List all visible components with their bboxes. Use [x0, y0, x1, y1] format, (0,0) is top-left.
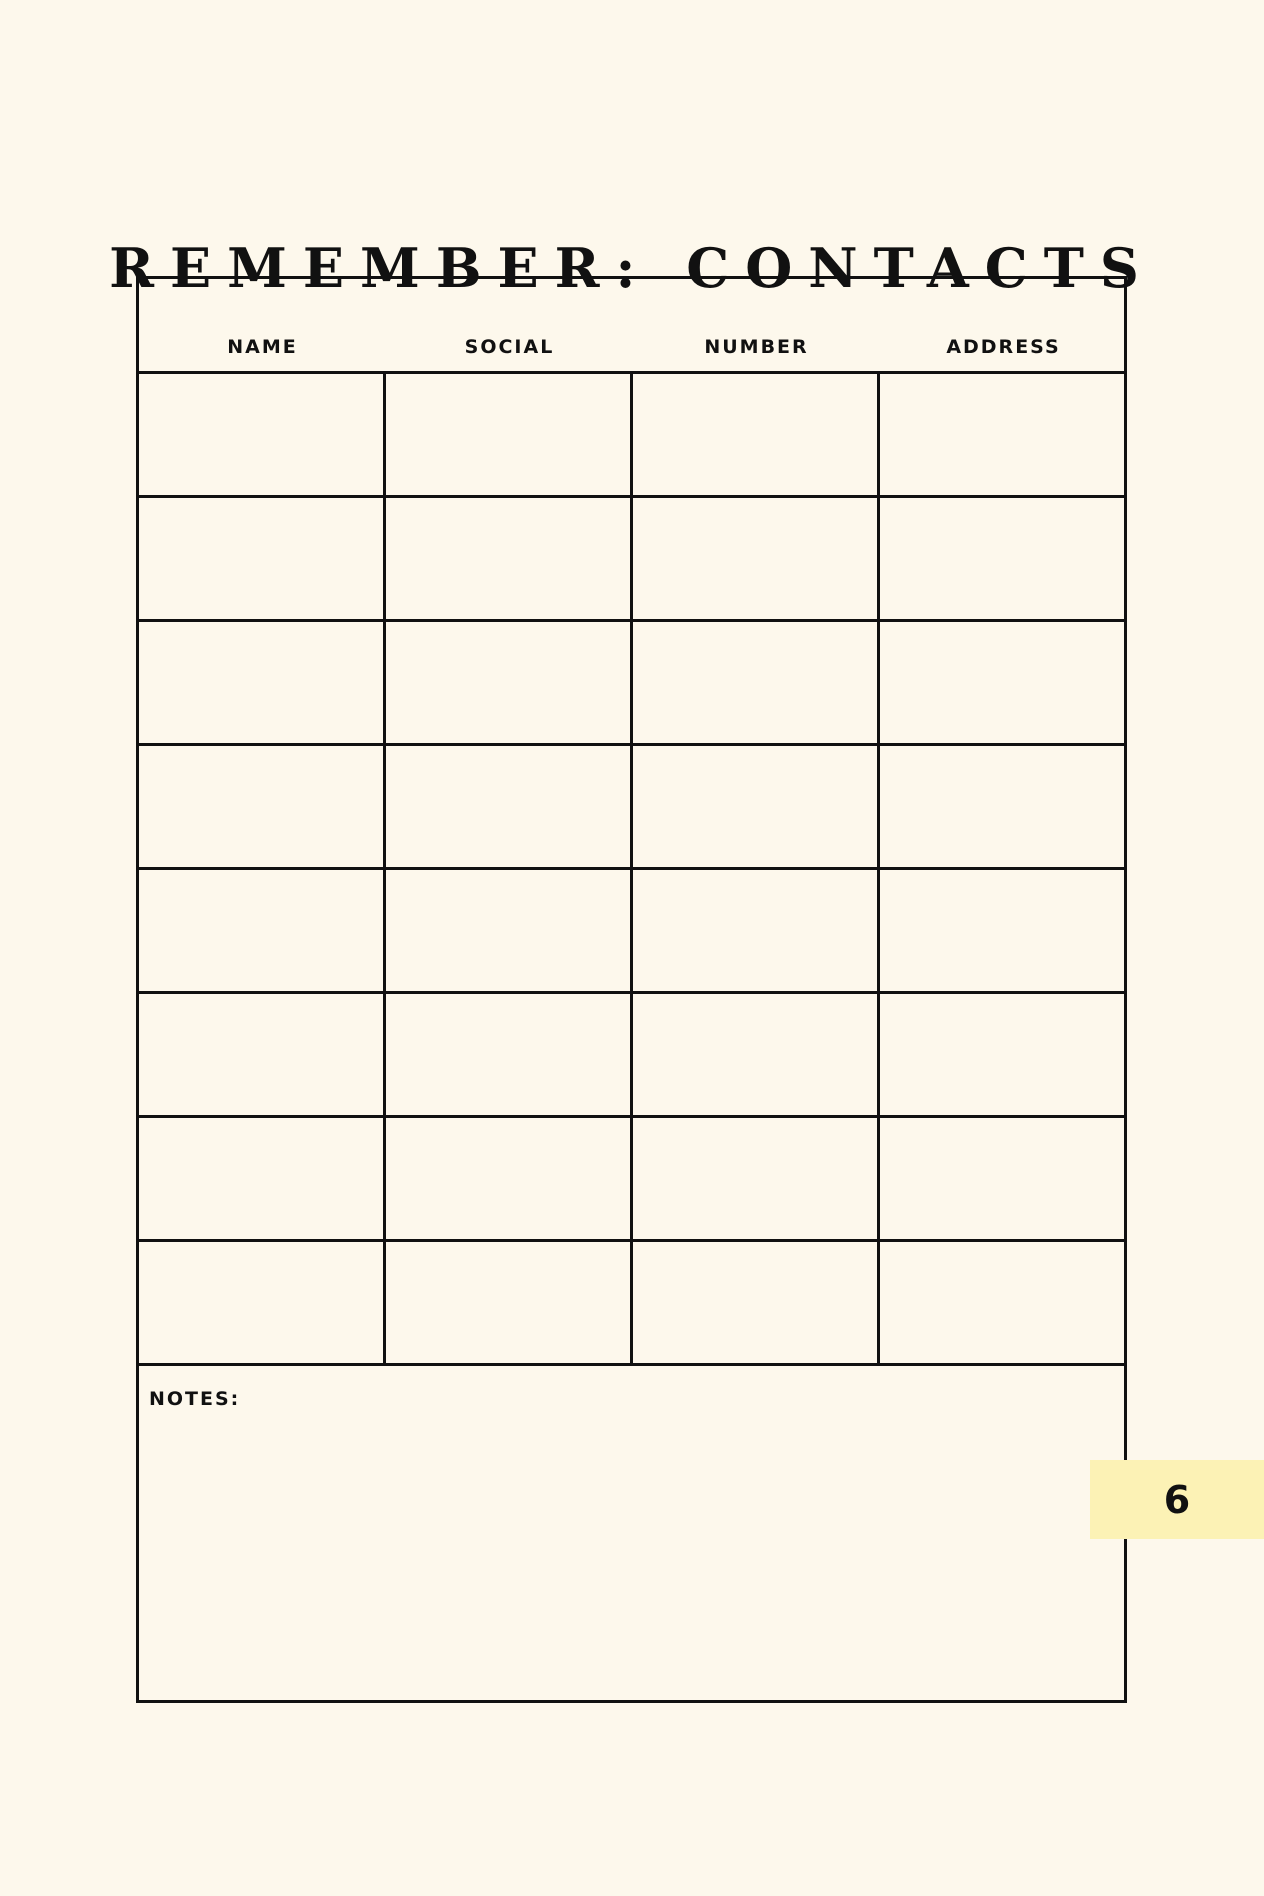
- cell-address[interactable]: [880, 994, 1124, 1115]
- cell-social[interactable]: [386, 746, 633, 867]
- cell-social[interactable]: [386, 870, 633, 991]
- table-row: [139, 622, 1124, 746]
- cell-name[interactable]: [139, 1118, 386, 1239]
- cell-social[interactable]: [386, 622, 633, 743]
- table-row: [139, 1242, 1124, 1366]
- cell-number[interactable]: [633, 374, 880, 495]
- table-row: [139, 746, 1124, 870]
- cell-social[interactable]: [386, 1242, 633, 1363]
- cell-address[interactable]: [880, 374, 1124, 495]
- cell-social[interactable]: [386, 498, 633, 619]
- cell-name[interactable]: [139, 1242, 386, 1363]
- cell-address[interactable]: [880, 1242, 1124, 1363]
- contacts-sheet: [136, 276, 1127, 1703]
- column-header-name: NAME: [227, 336, 298, 358]
- table-row: [139, 498, 1124, 622]
- table-row: [139, 374, 1124, 498]
- table-row: [139, 870, 1124, 994]
- cell-name[interactable]: [139, 374, 386, 495]
- cell-number[interactable]: [633, 622, 880, 743]
- cell-number[interactable]: [633, 870, 880, 991]
- cell-address[interactable]: [880, 498, 1124, 619]
- cell-name[interactable]: [139, 622, 386, 743]
- cell-name[interactable]: [139, 870, 386, 991]
- page-number-tab: [1090, 1460, 1264, 1539]
- page-title: REMEMBER: CONTACTS: [109, 236, 1155, 301]
- cell-number[interactable]: [633, 498, 880, 619]
- cell-name[interactable]: [139, 746, 386, 867]
- cell-social[interactable]: [386, 374, 633, 495]
- column-header-number: NUMBER: [704, 336, 809, 358]
- table-row: [139, 994, 1124, 1118]
- cell-number[interactable]: [633, 994, 880, 1115]
- cell-address[interactable]: [880, 746, 1124, 867]
- notes-section[interactable]: [139, 1365, 1124, 1700]
- table-row: [139, 1118, 1124, 1242]
- cell-number[interactable]: [633, 746, 880, 867]
- cell-name[interactable]: [139, 498, 386, 619]
- table-header: [139, 279, 1124, 374]
- cell-address[interactable]: [880, 1118, 1124, 1239]
- cell-address[interactable]: [880, 622, 1124, 743]
- column-header-social: SOCIAL: [464, 336, 555, 358]
- cell-social[interactable]: [386, 1118, 633, 1239]
- cell-social[interactable]: [386, 994, 633, 1115]
- cell-number[interactable]: [633, 1242, 880, 1363]
- column-header-address: ADDRESS: [946, 336, 1061, 358]
- cell-number[interactable]: [633, 1118, 880, 1239]
- cell-address[interactable]: [880, 870, 1124, 991]
- cell-name[interactable]: [139, 994, 386, 1115]
- contacts-table-body: [139, 374, 1124, 1365]
- page-number: 6: [1163, 1478, 1191, 1522]
- notes-label: NOTES:: [149, 1388, 241, 1410]
